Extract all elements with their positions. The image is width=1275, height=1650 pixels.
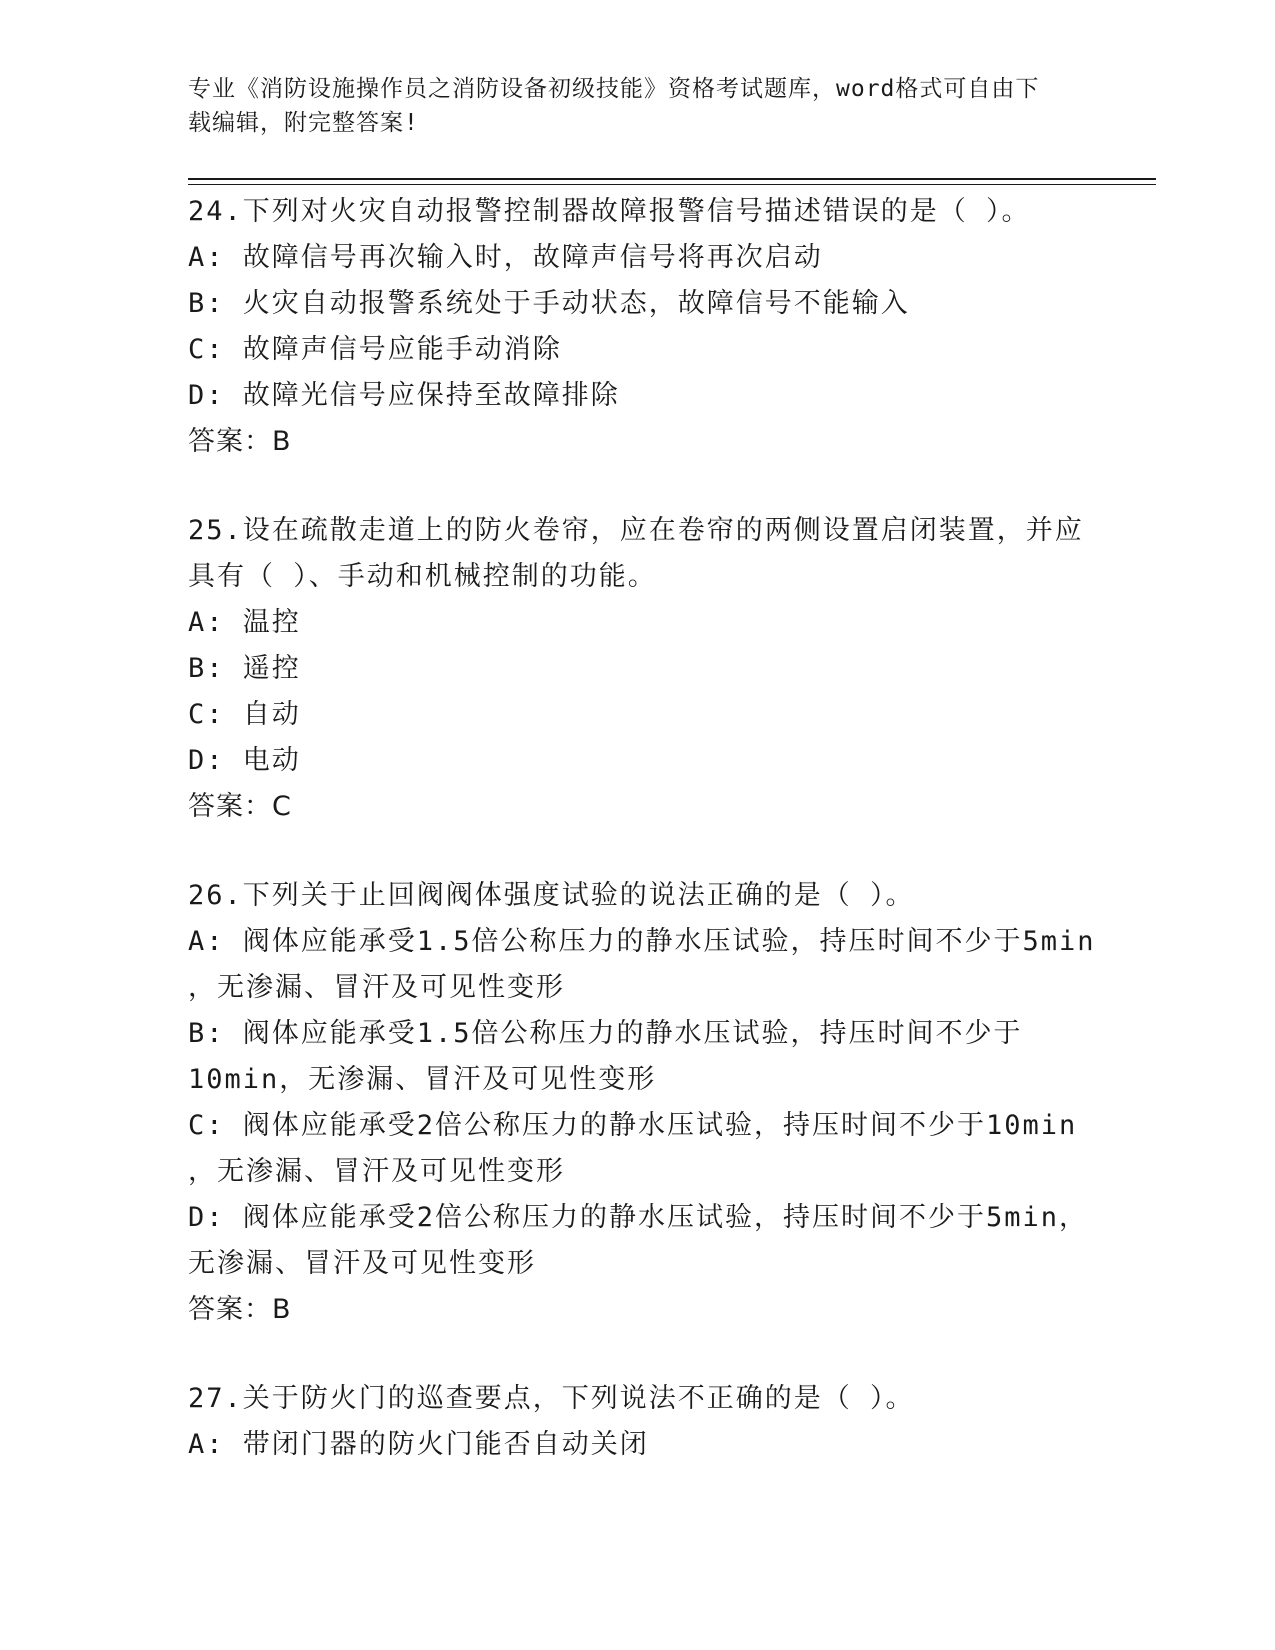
question-block — [188, 508, 1128, 830]
answer-key: 答案：C — [188, 791, 292, 822]
answer-option: C: 阀体应能承受2倍公称压力的静水压试验，持压时间不少于10min — [188, 1110, 1078, 1141]
answer-option: B: 火灾自动报警系统处于手动状态，故障信号不能输入 — [188, 288, 910, 319]
header-divider-thin — [188, 184, 1156, 185]
answer-option: A: 故障信号再次输入时，故障声信号将再次启动 — [188, 242, 823, 273]
answer-option: 无渗漏、冒汗及可见性变形 — [188, 1248, 536, 1279]
header-divider-thick — [188, 178, 1156, 180]
question-stem: 27.关于防火门的巡查要点，下列说法不正确的是（ ）。 — [188, 1383, 915, 1414]
answer-key: 答案：B — [188, 1294, 292, 1325]
question-block — [188, 873, 1128, 1333]
answer-option: A: 带闭门器的防火门能否自动关闭 — [188, 1429, 649, 1460]
question-block — [188, 189, 1128, 465]
header-line-2: 载编辑，附完整答案! — [188, 110, 419, 136]
answer-option: C: 故障声信号应能手动消除 — [188, 334, 562, 365]
question-stem: 24.下列对火灾自动报警控制器故障报警信号描述错误的是（ ）。 — [188, 196, 1031, 227]
answer-option: A: 温控 — [188, 607, 301, 638]
header-line-1: 专业《消防设施操作员之消防设备初级技能》资格考试题库，word格式可自由下 — [188, 76, 1040, 102]
answer-option: B: 阀体应能承受1.5倍公称压力的静水压试验，持压时间不少于 — [188, 1018, 1023, 1049]
question-stem: 25.设在疏散走道上的防火卷帘，应在卷帘的两侧设置启闭装置，并应 — [188, 515, 1084, 546]
answer-option: D: 电动 — [188, 745, 301, 776]
answer-option: A: 阀体应能承受1.5倍公称压力的静水压试验，持压时间不少于5min — [188, 926, 1096, 957]
answer-option: 10min，无渗漏、冒汗及可见性变形 — [188, 1064, 657, 1095]
answer-option: B: 遥控 — [188, 653, 301, 684]
question-stem: 具有（ ）、手动和机械控制的功能。 — [188, 561, 657, 592]
document-header — [188, 72, 1088, 140]
question-list — [188, 189, 1128, 1468]
answer-option: C: 自动 — [188, 699, 301, 730]
question-spacer — [188, 830, 1128, 873]
answer-option: D: 阀体应能承受2倍公称压力的静水压试验，持压时间不少于5min， — [188, 1202, 1089, 1233]
question-spacer — [188, 465, 1128, 508]
question-block — [188, 1376, 1128, 1468]
question-stem: 26.下列关于止回阀阀体强度试验的说法正确的是（ ）。 — [188, 880, 915, 911]
answer-option: ，无渗漏、冒汗及可见性变形 — [188, 1156, 565, 1187]
answer-option: ，无渗漏、冒汗及可见性变形 — [188, 972, 565, 1003]
answer-key: 答案：B — [188, 426, 292, 457]
answer-option: D: 故障光信号应保持至故障排除 — [188, 380, 620, 411]
question-spacer — [188, 1333, 1128, 1376]
